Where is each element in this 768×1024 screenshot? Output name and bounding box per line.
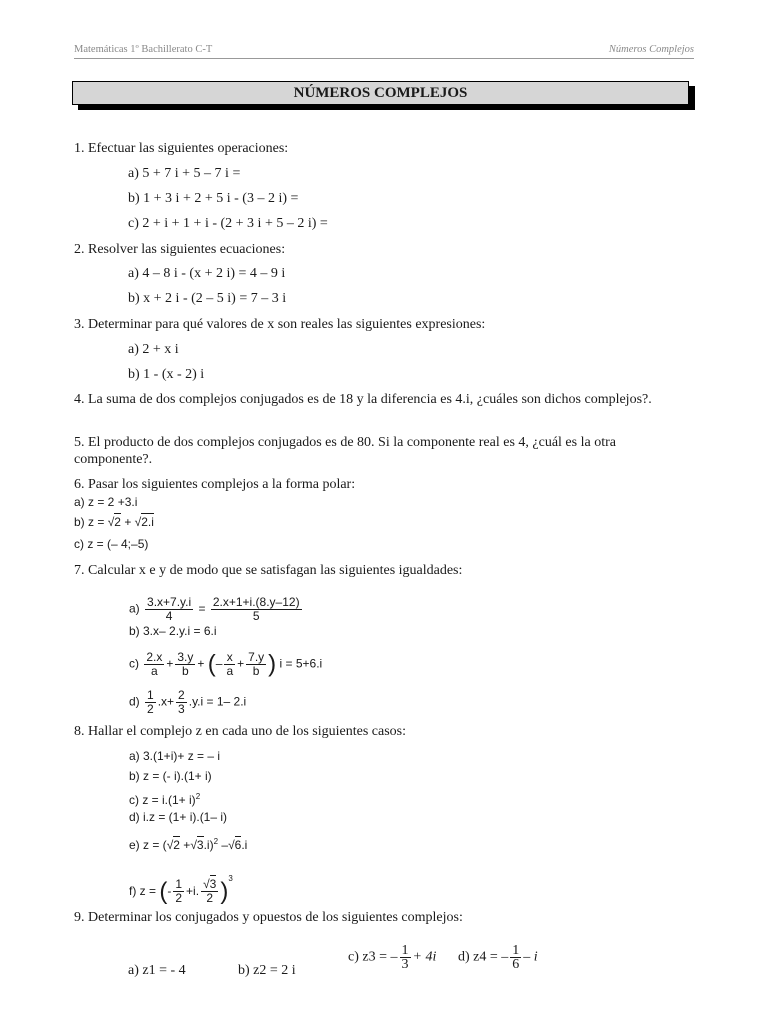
header-right: Números Complejos xyxy=(608,44,694,55)
header-left: Matemáticas 1º Bachillerato C-T xyxy=(74,44,213,55)
q7-c: c) $\frac{2.x}{a}$ + $\frac{3.y}{b}$ + (– $\frac{x}{a}$ + $\frac{7.y}{b}$ ) i = 5+6.i xyxy=(129,650,323,678)
q3-b: b) 1 - (x - 2) i xyxy=(128,367,205,382)
q7-b: b) 3.x– 2.y.i = 6.i xyxy=(129,624,217,638)
q9-a: a) z1 = - 4 xyxy=(128,963,186,978)
q1-b: b) 1 + 3 i + 2 + 5 i - (3 – 2 i) = xyxy=(128,191,299,206)
q8-b: b) z = (- i).(1+ i) xyxy=(129,769,212,783)
q1-a: a) 5 + 7 i + 5 – 7 i = xyxy=(128,166,241,181)
q9-b: b) z2 = 2 i xyxy=(238,963,296,978)
q7-text: 7. Calcular x e y de modo que se satisfagan las siguientes igualdades: xyxy=(74,563,463,578)
q9-d: d) z4 = – $\frac{1}{6}$ – i xyxy=(458,943,538,972)
page-title: NÚMEROS COMPLEJOS xyxy=(72,81,689,105)
q8-e: e) $z = (√2 +√3.i)^2$ –√6.i xyxy=(129,837,248,852)
q9-text: 9. Determinar los conjugados y opuestos de los siguientes complejos: xyxy=(74,910,463,925)
q8-d: d) i.z = (1+ i).(1– i) xyxy=(129,810,228,824)
q2-a: a) 4 – 8 i - (x + 2 i) = 4 – 9 i xyxy=(128,266,286,281)
q6-c: c) z = (– 4;–5) xyxy=(74,537,149,551)
q3-text: 3. Determinar para qué valores de x son reales las siguientes expresiones: xyxy=(74,317,486,332)
q7-a: a) $\frac{3.x+7.y.i}{4}$ = $\frac{2.x+1+i.(8.y-12)}{5}$ xyxy=(129,595,300,623)
q7-d: d) $\frac{1}{2}$ .x+ $\frac{2}{3}$ .y.i = 1– 2.i xyxy=(129,688,247,716)
q2-text: 2. Resolver las siguientes ecuaciones: xyxy=(74,242,286,257)
q5-text: 5. El producto de dos complejos conjugados es de 80. Si la componente real es 4, ¿cuál es la otra componente?. xyxy=(74,435,616,467)
q4-text: 4. La suma de dos complejos conjugados es de 18 y la diferencia es 4.i, ¿cuáles son dichos complejos?. xyxy=(74,392,652,407)
q6-a: a) z = 2 +3.i xyxy=(74,495,138,509)
q6-text: 6. Pasar los siguientes complejos a la forma polar: xyxy=(74,477,356,492)
header-divider xyxy=(74,58,694,59)
q8-a: a) 3.(1+i)+ z = – i xyxy=(129,749,221,763)
q8-c: c) $z = i.(1+ i)^2$ xyxy=(129,792,201,807)
q2-b: b) x + 2 i - (2 – 5 i) = 7 – 3 i xyxy=(128,291,287,306)
q8-text: 8. Hallar el complejo z en cada uno de los siguientes casos: xyxy=(74,724,407,739)
q9-c: c) z3 = – $\frac{1}{3}$ + 4i xyxy=(348,943,437,972)
q6-b: b) z = √2 + √2.i xyxy=(74,515,154,529)
q1-c: c) 2 + i + 1 + i - (2 + 3 i + 5 – 2 i) = xyxy=(128,216,328,231)
q1-text: 1. Efectuar las siguientes operaciones: xyxy=(74,141,289,156)
q8-f: f) z = (- $\frac{1}{2}$ +i. $\frac{√3}{2}$ )$^3$ xyxy=(129,874,233,906)
q3-a: a) 2 + x i xyxy=(128,342,179,357)
